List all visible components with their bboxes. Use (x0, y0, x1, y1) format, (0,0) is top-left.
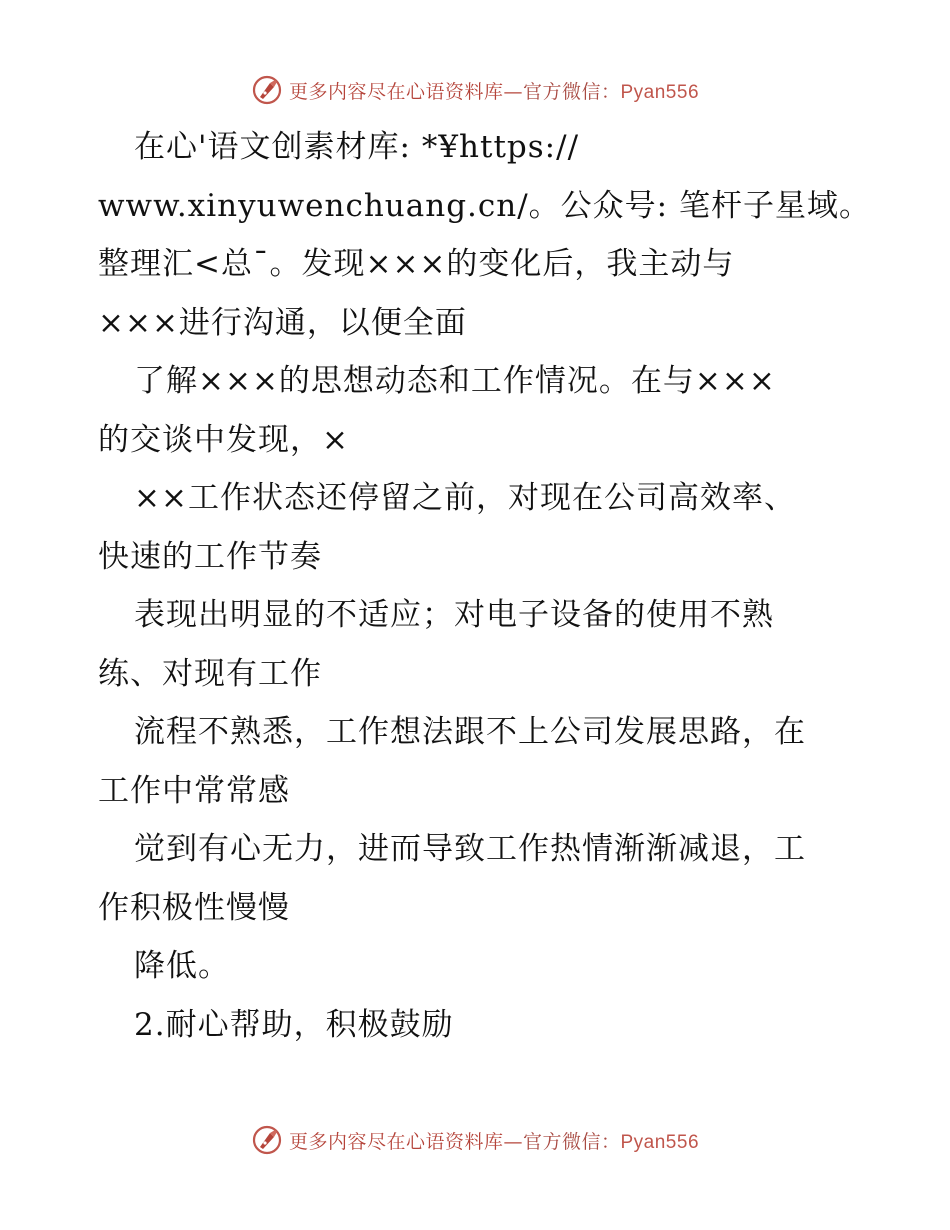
body-line: 觉到有心无力，进而导致工作热情渐渐减退，工 (134, 831, 806, 867)
body-line: 在心'语文创素材库: *¥https:// (134, 129, 580, 165)
header-banner-main: 更多内容尽在心语资料库 (288, 80, 504, 103)
pen-nib-logo-icon (251, 74, 283, 106)
body-line: ××工作状态还停留之前，对现在公司高效率、 (134, 480, 796, 516)
body-line: 的交谈中发现，× (98, 421, 349, 458)
body-line: 工作中常常感 (98, 772, 290, 809)
header-banner-text (289, 77, 699, 104)
footer-banner-main: 更多内容尽在心语资料库 (288, 1130, 504, 1153)
footer-banner-text (289, 1127, 699, 1154)
header-banner-tail: 官方微信： (522, 80, 621, 103)
document-body (98, 118, 871, 1054)
section-heading: 2.耐心帮助，积极鼓励 (134, 1006, 454, 1043)
body-line: 降低。 (134, 948, 230, 984)
body-line: 练、对现有工作 (98, 655, 322, 692)
body-line: ×××进行沟通，以便全面 (98, 304, 467, 341)
body-line: www.xinyuwenchuang.cn/。公众号: 笔杆子星域。 (98, 187, 871, 224)
footer-banner-dash: — (503, 1130, 523, 1153)
body-line: 表现出明显的不适应；对电子设备的使用不熟 (134, 597, 774, 633)
footer-banner-tail: 官方微信： (522, 1130, 621, 1153)
footer-banner (0, 1120, 950, 1160)
body-line: 整理汇<总¯。发现×××的变化后，我主动与 (98, 246, 735, 282)
body-line: 作积极性慢慢 (98, 889, 290, 926)
header-wechat-id: Pyan556 (620, 81, 700, 103)
header-banner-dash: — (503, 80, 523, 103)
body-line: 快速的工作节奏 (98, 538, 322, 575)
pen-nib-logo-icon (251, 1124, 283, 1156)
body-line: 流程不熟悉，工作想法跟不上公司发展思路，在 (134, 714, 806, 750)
body-line: 了解×××的思想动态和工作情况。在与××× (134, 363, 776, 399)
header-banner (0, 70, 950, 110)
footer-wechat-id: Pyan556 (620, 1131, 700, 1153)
